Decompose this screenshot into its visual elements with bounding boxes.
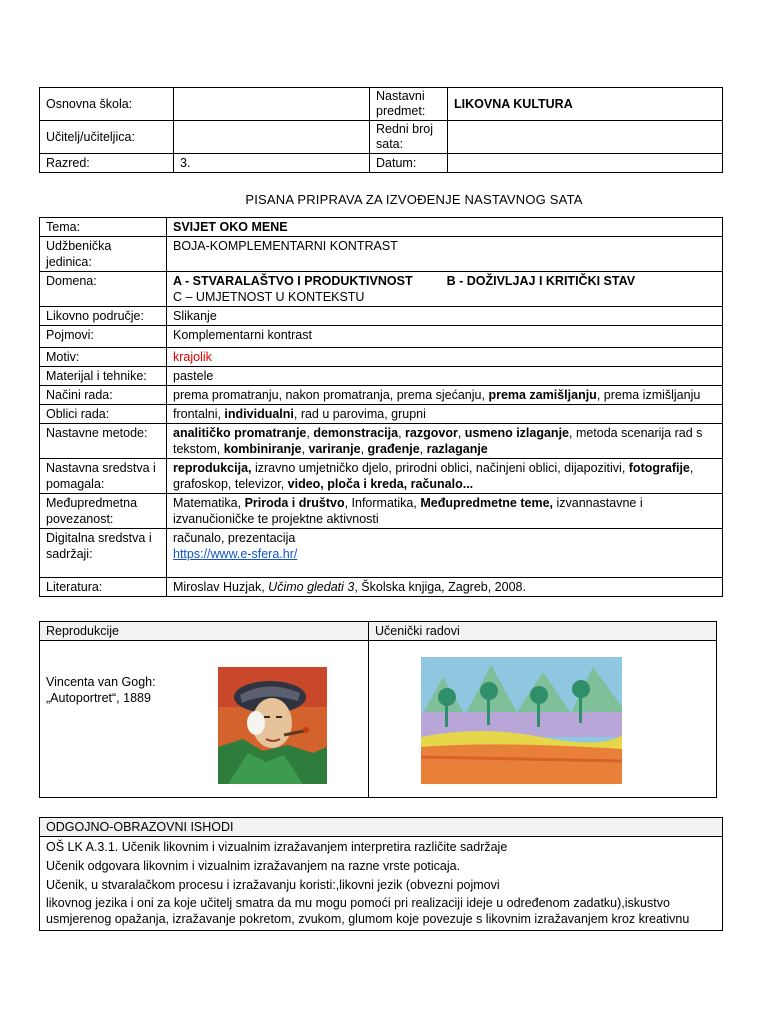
topic-label: Tema: <box>40 218 167 237</box>
text-run-bold: demonstracija <box>313 426 399 440</box>
motif-value: krajolik <box>167 348 723 367</box>
domain-label: Domena: <box>40 272 167 307</box>
motif-label: Motiv: <box>40 348 167 367</box>
school-value <box>174 88 370 121</box>
text-run-bold: Međupredmetne teme, <box>420 496 553 510</box>
student-works-header: Učenički radovi <box>369 622 717 641</box>
subject-label: Nastavni predmet: <box>370 88 448 121</box>
e-sfera-link[interactable]: https://www.e-sfera.hr/ <box>173 547 298 561</box>
text-run: , <box>419 442 427 456</box>
reproduction-cell <box>40 641 369 798</box>
text-run: , <box>301 442 309 456</box>
concepts-value: Komplementarni kontrast <box>167 326 723 348</box>
text-run-bold: variranje <box>308 442 361 456</box>
lesson-number-label: Redni broj sata: <box>370 121 448 154</box>
art-area-label: Likovno područje: <box>40 307 167 326</box>
text-run: , prema izmišljanju <box>596 388 701 402</box>
teaching-methods-value <box>167 424 723 459</box>
text-run-bold: razlaganje <box>426 442 488 456</box>
grade-value: 3. <box>174 154 370 173</box>
teacher-value <box>174 121 370 154</box>
text-run: Miroslav Huzjak, <box>173 580 269 594</box>
outcome-line: Učenik odgovara likovnim i vizualnim izražavanjem na razne vrste poticaja. <box>46 859 461 873</box>
outcomes-header: ODGOJNO-OBRAZOVNI ISHODI <box>40 818 723 837</box>
text-run-bold: razgovor <box>405 426 458 440</box>
reproductions-header: Reprodukcije <box>40 622 369 641</box>
text-run-bold: kombiniranje <box>223 442 302 456</box>
text-run: , <box>360 442 368 456</box>
school-label: Osnovna škola: <box>40 88 174 121</box>
literature-label: Literatura: <box>40 578 167 597</box>
text-run: , <box>457 426 465 440</box>
student-landscape-drawing-image <box>421 657 622 784</box>
art-area-value: Slikanje <box>167 307 723 326</box>
text-run-bold: video, ploča i kreda, računalo... <box>287 477 474 491</box>
text-run: , metoda scenarija rad s tekstom, <box>173 426 703 456</box>
teaching-aids-value <box>167 459 723 494</box>
cross-curricular-value <box>167 494 723 529</box>
outcome-line: Učenik, u stvaralačkom procesu i izražavanju koristi:,likovni jezik (obvezni pojmovi <box>46 878 500 892</box>
work-forms-label: Oblici rada: <box>40 405 167 424</box>
media-table <box>39 621 717 798</box>
literature-value <box>167 578 723 597</box>
text-run: , grafoskop, televizor, <box>173 461 694 491</box>
text-run-bold: reprodukcija, <box>173 461 252 475</box>
document-title: PISANA PRIPRAVA ZA IZVOĐENJE NASTAVNOG SATA <box>245 192 583 207</box>
date-value <box>448 154 723 173</box>
teacher-label: Učitelj/učiteljica: <box>40 121 174 154</box>
text-run: prema promatranju, nakon promatranja, prema sjećanju, <box>173 388 489 402</box>
reproduction-caption <box>46 674 156 706</box>
text-run: , <box>306 426 314 440</box>
text-run-bold: prema zamišljanju <box>488 388 597 402</box>
text-run: izravno umjetničko djelo, prirodni oblici, načinjeni oblici, dijapozitivi, <box>251 461 629 475</box>
materials-label: Materijal i tehnike: <box>40 367 167 386</box>
outcomes-body <box>40 837 723 931</box>
text-run: , <box>398 426 406 440</box>
lesson-number-value <box>448 121 723 154</box>
subject-value: LIKOVNA KULTURA <box>448 88 723 121</box>
header-table <box>39 87 723 173</box>
digital-value <box>167 529 723 578</box>
reproduction-author: Vincenta van Gogh: <box>46 675 156 689</box>
unit-label: Udžbenička jedinica: <box>40 237 167 272</box>
unit-value: BOJA-KOMPLEMENTARNI KONTRAST <box>167 237 723 272</box>
domain-c: C – UMJETNOST U KONTEKSTU <box>173 290 365 304</box>
grade-label: Razred: <box>40 154 174 173</box>
text-run: računalo, prezentacija <box>173 531 296 545</box>
text-run-bold: fotografije <box>628 461 690 475</box>
materials-value: pastele <box>167 367 723 386</box>
lesson-plan-table <box>39 217 723 597</box>
text-run-bold: Priroda i društvo <box>244 496 345 510</box>
text-run: frontalni, <box>173 407 225 421</box>
outcome-line: likovnog jezika i oni za koje učitelj smatra da mu mogu pomoći pri realizaciji ideje u određenom zadatku),iskustvo usmjerenog opažanja, izražavanje pokretom, zvukom, glumom koje povezuje s likovnim izražavanjem kroz kreativnu <box>46 896 690 926</box>
concepts-label: Pojmovi: <box>40 326 167 348</box>
text-run: izvannastavne i izvanučioničke te projektne aktivnosti <box>173 496 643 526</box>
text-run-bold: usmeno izlaganje <box>464 426 569 440</box>
domain-b: B - DOŽIVLJAJ I KRITIČKI STAV <box>446 274 636 288</box>
text-run-italic: Učimo gledati 3 <box>268 580 355 594</box>
date-label: Datum: <box>370 154 448 173</box>
work-forms-value <box>167 405 723 424</box>
text-run-bold: analitičko promatranje <box>173 426 307 440</box>
teaching-methods-label: Nastavne metode: <box>40 424 167 459</box>
domain-a: A - STVARALAŠTVO I PRODUKTIVNOST <box>173 274 413 288</box>
text-run-bold: individualni <box>224 407 294 421</box>
text-run: , Školska knjiga, Zagreb, 2008. <box>354 580 526 594</box>
outcomes-table <box>39 817 723 931</box>
outcome-line: OŠ LK A.3.1. Učenik likovnim i vizualnim izražavanjem interpretira različite sadržaje <box>46 840 508 854</box>
topic-value: SVIJET OKO MENE <box>167 218 723 237</box>
teaching-aids-label: Nastavna sredstva i pomagala: <box>40 459 167 494</box>
van-gogh-self-portrait-image <box>218 667 327 784</box>
work-methods-label: Načini rada: <box>40 386 167 405</box>
student-work-cell <box>369 641 717 798</box>
digital-label: Digitalna sredstva i sadržaji: <box>40 529 167 578</box>
text-run: , rad u parovima, grupni <box>293 407 426 421</box>
reproduction-title: „Autoportret“, 1889 <box>46 691 151 705</box>
cross-curricular-label: Međupredmetna povezanost: <box>40 494 167 529</box>
domain-value <box>167 272 723 307</box>
text-run: Matematika, <box>173 496 245 510</box>
work-methods-value <box>167 386 723 405</box>
text-run: , Informatika, <box>344 496 421 510</box>
text-run-bold: građenje <box>367 442 420 456</box>
